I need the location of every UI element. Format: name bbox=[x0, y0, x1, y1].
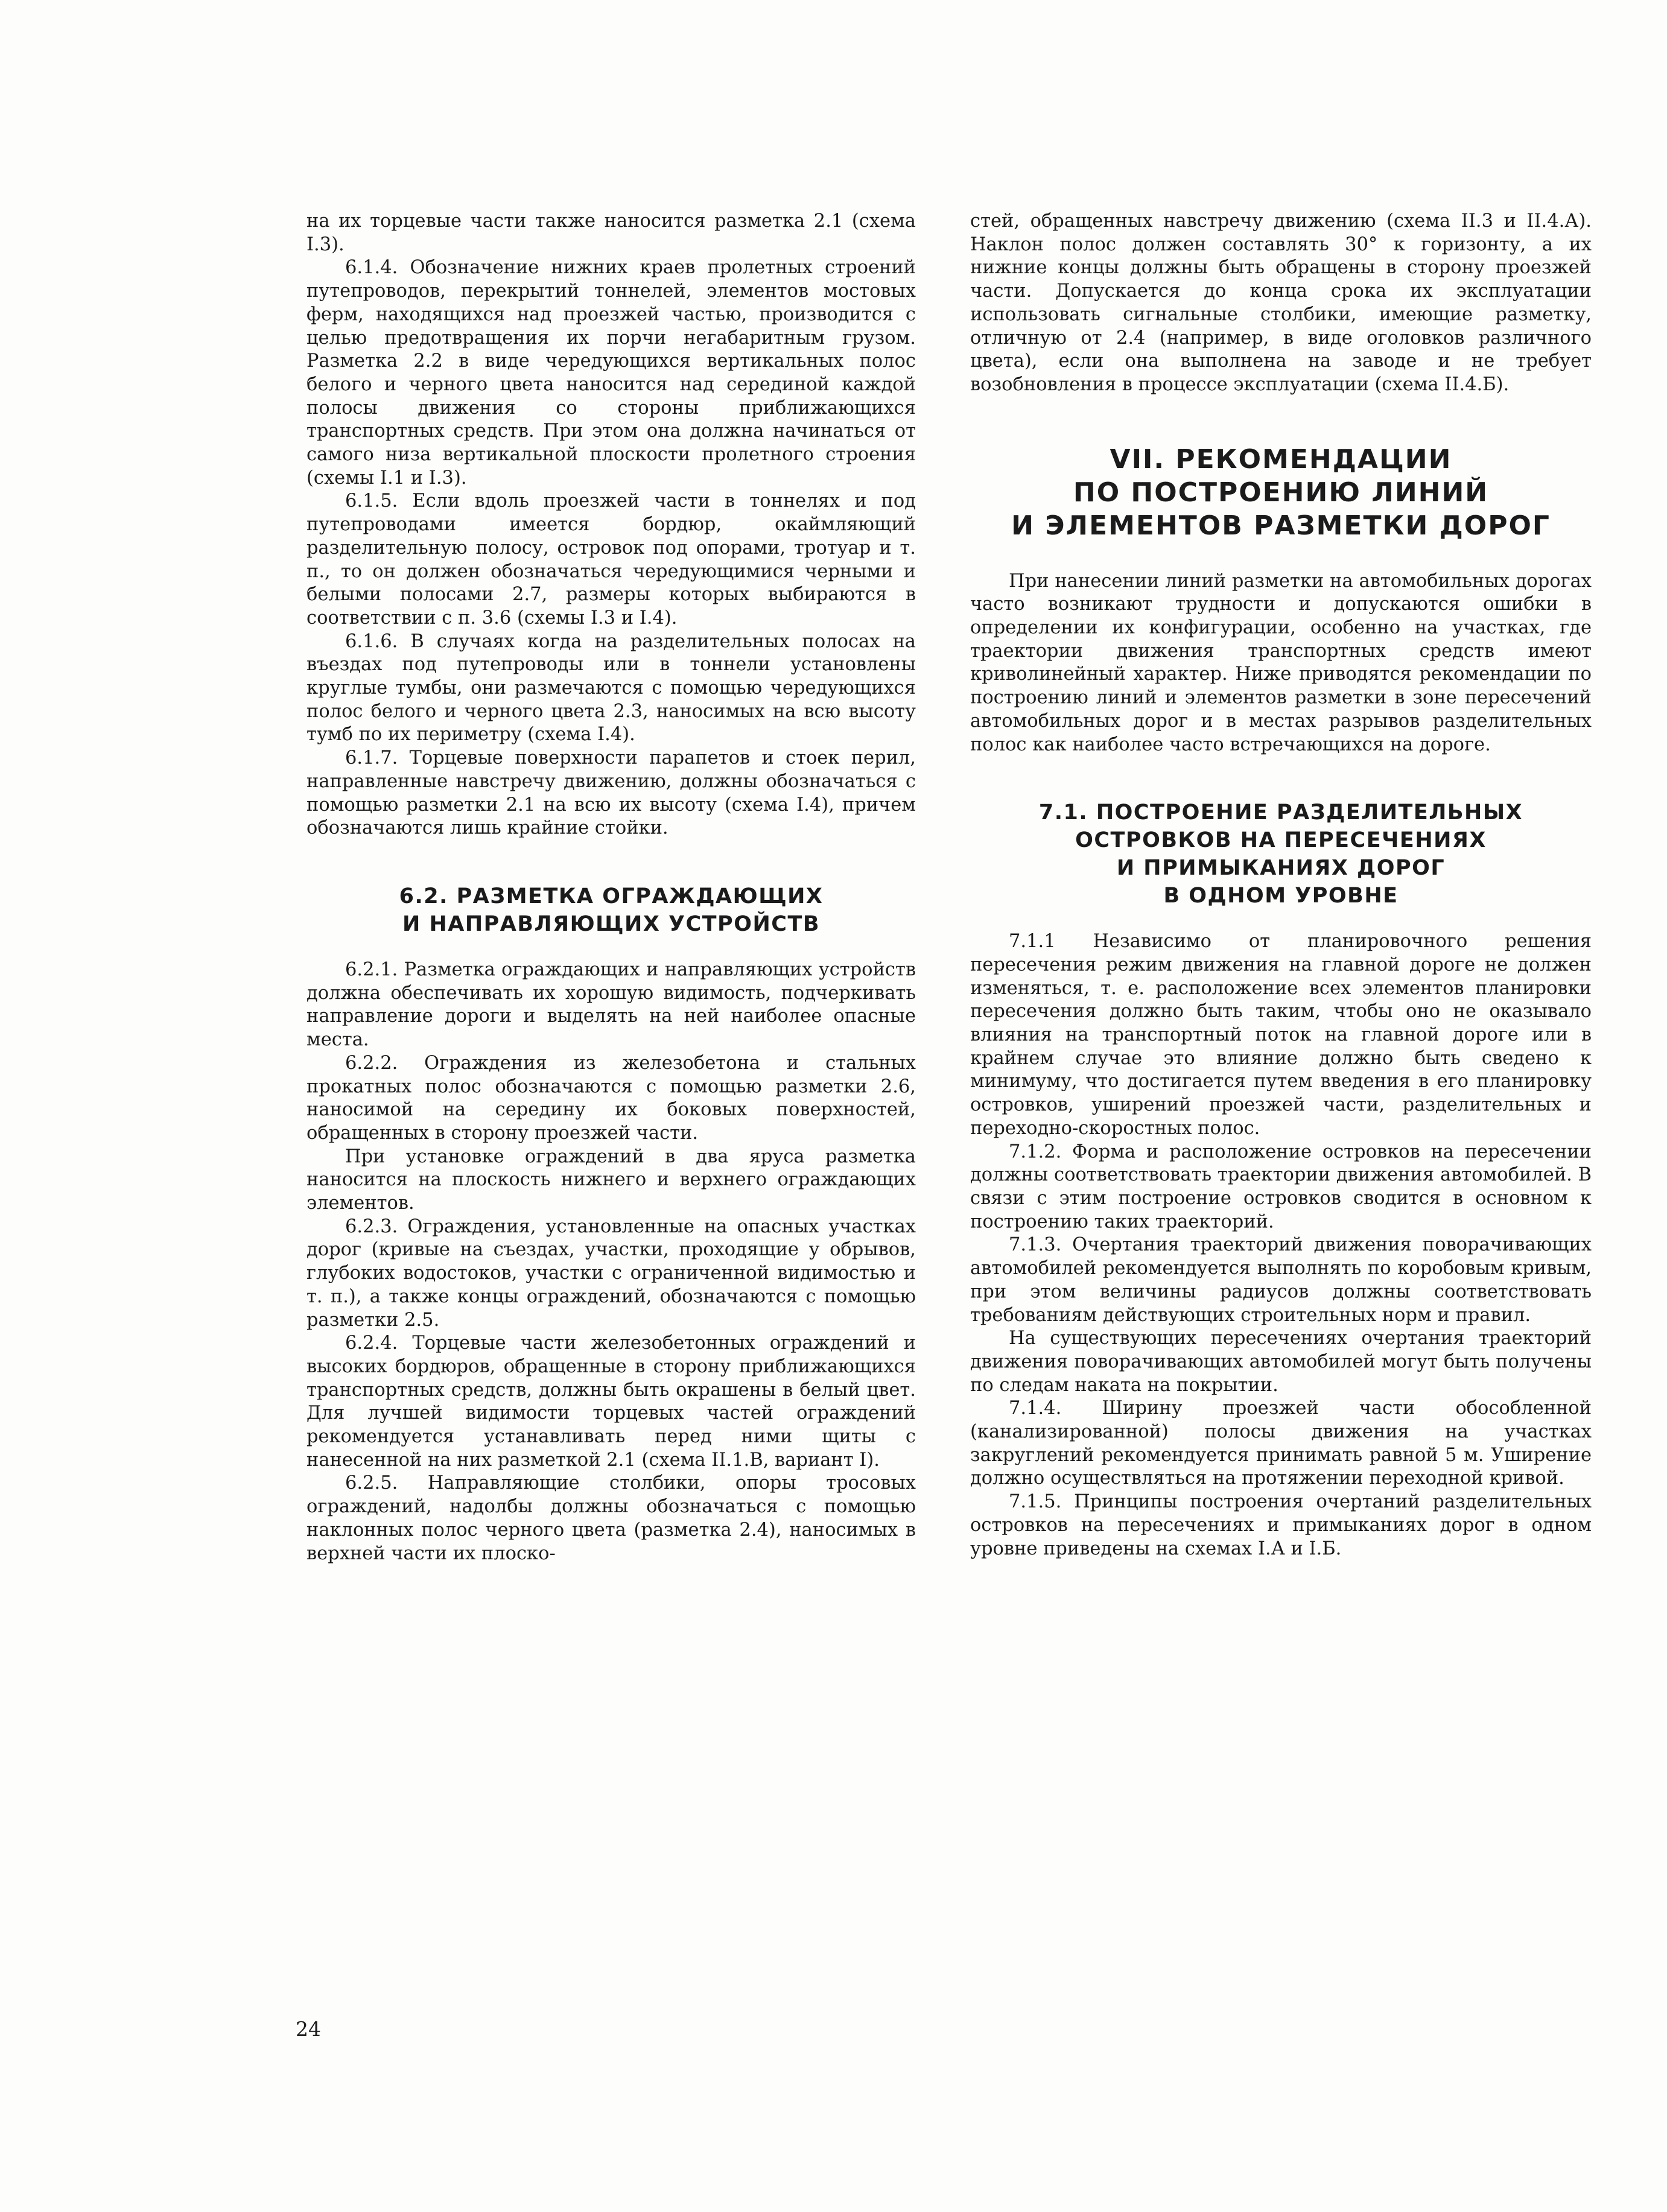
page-number: 24 bbox=[296, 2017, 321, 2041]
paragraph: При нанесении линий разметки на автомобильных дорогах часто возникают трудности и допускаются ошибки в определении их конфигурации, особенно на участках, где траектории движения транспортных средств имеют криволинейный характер. Ниже приводятся рекомендации по построению линий и элементов разметки в зоне пересечений автомобильных дорог и в местах разрывов разделительных полос как наиболее часто встречающихся на дороге. bbox=[970, 570, 1592, 755]
paragraph: 6.2.5. Направляющие столбики, опоры тросовых ограждений, надолбы должны обозначаться с помощью наклонных полос черного цвета (разметка 2.4), наносимых в верхней части их плоско- bbox=[306, 1472, 916, 1564]
left-column bbox=[306, 210, 916, 1565]
paragraph: 7.1.4. Ширину проезжей части обособленной (канализированной) полосы движения на участках закруглений рекомендуется принимать равной 5 м. Уширение должно осуществляться на протяжении переходной кривой. bbox=[970, 1398, 1592, 1489]
paragraph: 6.2.1. Разметка ограждающих и направляющих устройств должна обеспечивать их хорошую видимость, подчеркивать направление дороги и выделять на ней наиболее опасные места. bbox=[306, 959, 916, 1051]
paragraph: 6.1.7. Торцевые поверхности парапетов и стоек перил, направленные навстречу движению, должны обозначаться с помощью разметки 2.1 на всю их высоту (схема I.4), причем обозначаются лишь крайние стойки. bbox=[306, 747, 916, 839]
paragraph: При установке ограждений в два яруса разметка наносится на плоскость нижнего и верхнего ограждающих элементов. bbox=[306, 1146, 916, 1214]
paragraph: 7.1.2. Форма и расположение островков на пересечении должны соответствовать траектории движения автомобилей. В связи с этим построение островков сводится в основном к построению таких траекторий. bbox=[970, 1141, 1592, 1232]
paragraph: 7.1.1 Независимо от планировочного решения пересечения режим движения на главной дороге не должен изменяться, т. е. расположение всех элементов планировки пересечения должно быть таким, чтобы оно не оказывало влияния на транспортный поток на главной дороге или в крайнем случае это влияние должно быть сведено к минимуму, что достигается путем введения в его планировку островков, уширений проезжей части, разделительных и переходно-скоростных полос. bbox=[970, 931, 1592, 1139]
paragraph: стей, обращенных навстречу движению (схема II.3 и II.4.А). Наклон полос должен составлять 30° к горизонту, а их нижние концы должны быть обращены в сторону проезжей части. Допускается до конца срока их эксплуатации использовать сигнальные столбики, имеющие разметку, отличную от 2.4 (например, в виде оголовков различного цвета), если она выполнена на заводе и не требует возобновления в процессе эксплуатации (схема II.4.Б). bbox=[970, 211, 1592, 395]
paragraph: 6.1.4. Обозначение нижних краев пролетных строений путепроводов, перекрытий тоннелей, элементов мостовых ферм, находящихся над проезжей частью, производится с целью предотвращения их порчи негабаритным грузом. Разметка 2.2 в виде чередующихся вертикальных полос белого и черного цвета наносится над серединой каждой полосы движения со стороны приближающихся транспортных средств. При этом она должна начинаться от самого низа вертикальной плоскости пролетного строения (схемы I.1 и I.3). bbox=[306, 257, 916, 489]
paragraph: 6.1.5. Если вдоль проезжей части в тоннелях и под путепроводами имеется бордюр, окаймляющий разделительную полосу, островок под опорами, тротуар и т. п., то он должен обозначаться чередующимися черными и белыми полосами 2.7, размеры которых выбираются в соответствии с п. 3.6 (схемы I.3 и I.4). bbox=[306, 490, 916, 629]
right-column bbox=[970, 210, 1592, 1561]
section-heading: 7.1. ПОСТРОЕНИЕ РАЗДЕЛИТЕЛЬНЫХ ОСТРОВКОВ НА ПЕРЕСЕЧЕНИЯХ И ПРИМЫКАНИЯХ ДОРОГ В ОДНОМ УРОВНЕ bbox=[1038, 800, 1523, 908]
paragraph: На существующих пересечениях очертания траекторий движения поворачивающих автомобилей могут быть получены по следам наката на покрытии. bbox=[970, 1328, 1592, 1396]
paragraph: 6.2.3. Ограждения, установленные на опасных участках дорог (кривые на съездах, участки, проходящие у обрывов, глубоких водостоков, участки с ограниченной видимостью и т. п.), а также концы ограждений, обозначаются с помощью разметки 2.5. bbox=[306, 1215, 916, 1331]
paragraph: 6.2.4. Торцевые части железобетонных ограждений и высоких бордюров, обращенные в сторону приближающихся транспортных средств, должны быть окрашены в белый цвет. Для лучшей видимости торцевых частей ограждений рекомендуется устанавливать перед ними щиты с нанесенной на них разметкой 2.1 (схема II.1.В, вариант I). bbox=[306, 1333, 916, 1471]
chapter-heading: VII. РЕКОМЕНДАЦИИ ПО ПОСТРОЕНИЮ ЛИНИЙ И ЭЛЕМЕНТОВ РАЗМЕТКИ ДОРОГ bbox=[1011, 443, 1551, 541]
section-heading: 6.2. РАЗМЕТКА ОГРАЖДАЮЩИХ И НАПРАВЛЯЮЩИХ УСТРОЙСТВ bbox=[399, 884, 824, 936]
paragraph: на их торцевые части также наносится разметка 2.1 (схема I.3). bbox=[306, 211, 916, 255]
paragraph: 7.1.5. Принципы построения очертаний разделительных островков на пересечениях и примыканиях дорог в одном уровне приведены на схемах I.А и I.Б. bbox=[970, 1491, 1592, 1559]
paragraph: 7.1.3. Очертания траекторий движения поворачивающих автомобилей рекомендуется выполнять по коробовым кривым, при этом величины радиусов должны соответствовать требованиям действующих строительных норм и правил. bbox=[970, 1234, 1592, 1326]
paragraph: 6.2.2. Ограждения из железобетона и стальных прокатных полос обозначаются с помощью разметки 2.6, наносимой на середину их боковых поверхностей, обращенных в сторону проезжей части. bbox=[306, 1052, 916, 1144]
paragraph: 6.1.6. В случаях когда на разделительных полосах на въездах под путепроводы или в тоннели установлены круглые тумбы, они размечаются с помощью чередующихся полос белого и черного цвета 2.3, наносимых на всю высоту тумб по их периметру (схема I.4). bbox=[306, 630, 916, 746]
